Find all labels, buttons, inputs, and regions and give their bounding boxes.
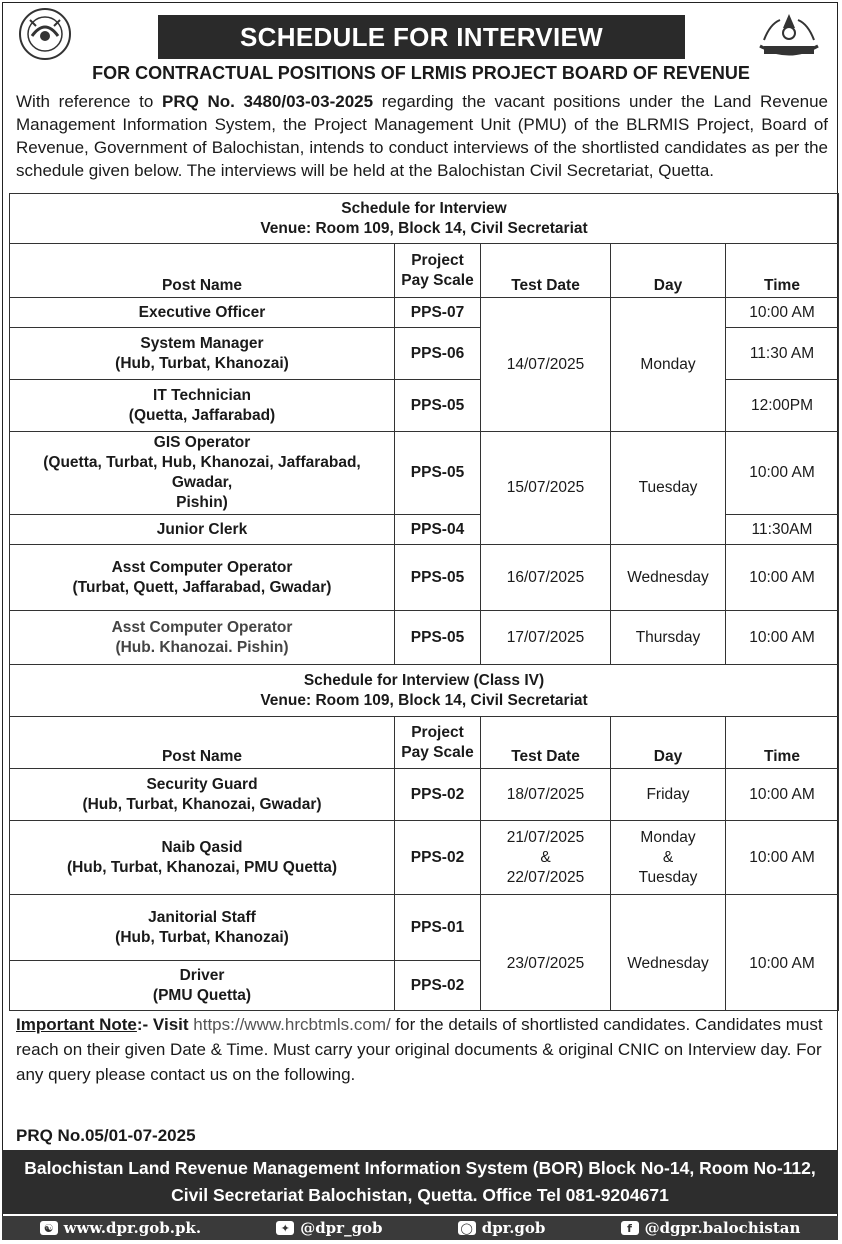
table-row: Naib Qasid (Hub, Turbat, Khanozai, PMU Quetta) PPS-02 21/07/2025 & 22/07/2025 Monday & Tuesday 10:00 AM <box>10 821 839 895</box>
test-day: Wednesday <box>611 895 726 1011</box>
test-day: Tuesday <box>611 432 726 545</box>
table-row: Security Guard (Hub, Turbat, Khanozai, Gwadar) PPS-02 18/07/2025 Friday 10:00 AM <box>10 769 839 821</box>
website-link[interactable]: www.dpr.gob.pk. <box>63 1219 202 1237</box>
government-emblem-left <box>10 6 80 62</box>
table-row: GIS Operator (Quetta, Turbat, Hub, Khanozai, Jaffarabad, Gwadar, Pishin) PPS-05 15/07/2025 Tuesday 10:00 AM <box>10 432 839 515</box>
test-date: 14/07/2025 <box>481 298 611 432</box>
social-bar <box>2 1216 838 1240</box>
interview-schedule-table <box>9 193 839 1011</box>
important-note: Important Note:- Visit https://www.hrcbtmls.com/ for the details of shortlisted candidates. Candidates must reach on their given Date & Time. Must carry your original documents & original CNIC on Interview day. For any query please contact us on the following. <box>16 1015 823 1084</box>
twitter-handle[interactable]: @dpr_gob <box>300 1219 383 1237</box>
facebook-handle[interactable]: @dgpr.balochistan <box>644 1219 801 1237</box>
table-row: Junior Clerk PPS-04 11:30AM <box>10 515 839 545</box>
schedule-heading: Schedule for Interview Venue: Room 109, Block 14, Civil Secretariat <box>10 194 839 244</box>
twitter-icon: ✦ <box>276 1221 294 1235</box>
table-header-row: Post Name Project Pay Scale Test Date Day Time <box>10 244 839 298</box>
page-subtitle: FOR CONTRACTUAL POSITIONS OF LRMIS PROJECT BOARD OF REVENUE <box>92 63 750 83</box>
prq-reference: PRQ No. 3480/03-03-2025 <box>162 92 374 111</box>
table-row: System Manager (Hub, Turbat, Khanozai) PPS-06 11:30 AM <box>10 328 839 380</box>
table-row: Asst Computer Operator (Turbat, Quett, Jaffarabad, Gwadar) PPS-05 16/07/2025 Wednesday 10:00 AM <box>10 545 839 611</box>
instagram-handle[interactable]: dpr.gob <box>481 1219 546 1237</box>
table-row: IT Technician (Quetta, Jaffarabad) PPS-05 12:00PM <box>10 380 839 432</box>
page-title: SCHEDULE FOR INTERVIEW <box>158 15 685 59</box>
class-iv-heading: Schedule for Interview (Class IV) Venue: Room 109, Block 14, Civil Secretariat <box>10 665 839 717</box>
shortlist-link[interactable]: https://www.hrcbtmls.com/ <box>193 1015 391 1034</box>
test-day: Monday <box>611 298 726 432</box>
test-date: 23/07/2025 <box>481 895 611 1011</box>
footer-address: Balochistan Land Revenue Management Information System (BOR) Block No-14, Room No-112, Civil Secretariat Balochistan, Quetta. Office Tel 081-9204671 <box>2 1150 838 1214</box>
table-row: Janitorial Staff (Hub, Turbat, Khanozai) PPS-01 23/07/2025 Wednesday 10:00 AM <box>10 895 839 961</box>
instagram-icon: ◯ <box>458 1221 476 1235</box>
test-date: 15/07/2025 <box>481 432 611 545</box>
table-row: Executive Officer PPS-07 14/07/2025 Monday 10:00 AM <box>10 298 839 328</box>
table-header-row: Post Name Project Pay Scale Test Date Day Time <box>10 717 839 769</box>
facebook-icon: f <box>621 1221 639 1235</box>
intro-paragraph: With reference to PRQ No. 3480/03-03-2025 regarding the vacant positions under the Land Revenue Management Information System, the Project Management Unit (PMU) of the BLRMIS Project, Board of Revenue, Government of Balochistan, intends to conduct interviews of the shortlisted candidates as per the schedule given below. The interviews will be held at the Balochistan Civil Secretariat, Quetta. <box>16 92 829 180</box>
board-of-revenue-emblem-right <box>750 6 828 62</box>
table-row: Driver (PMU Quetta) PPS-02 <box>10 961 839 1011</box>
prq-number: PRQ No.05/01-07-2025 <box>16 1126 196 1145</box>
table-row: Asst Computer Operator (Hub. Khanozai. Pishin) PPS-05 17/07/2025 Thursday 10:00 AM <box>10 611 839 665</box>
web-icon: ☯ <box>40 1221 58 1235</box>
